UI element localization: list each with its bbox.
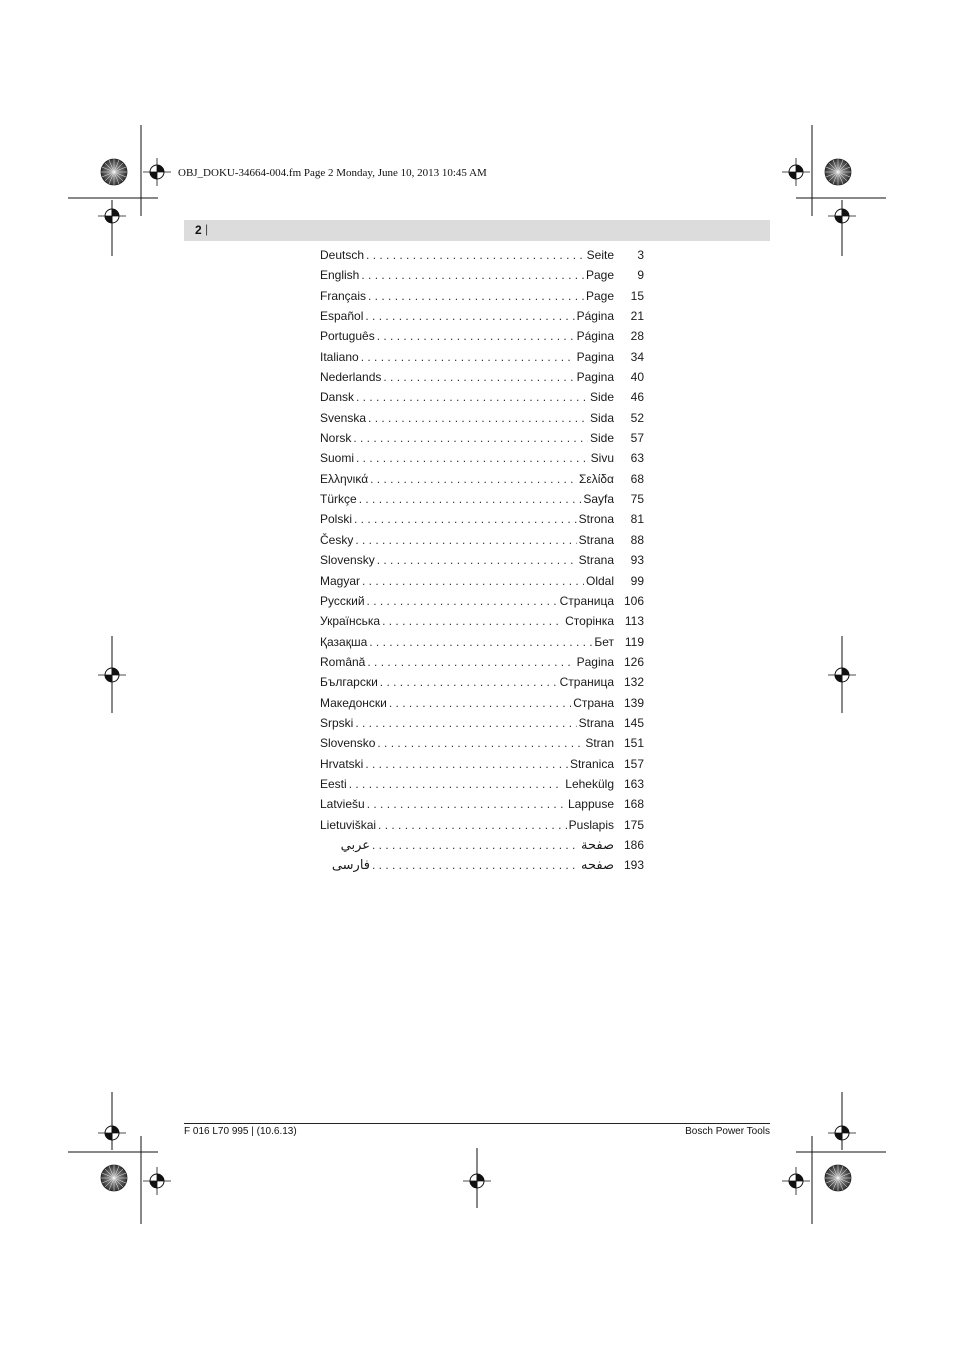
toc-dot-leader	[372, 835, 579, 855]
toc-entry[interactable]	[320, 428, 644, 448]
toc-dot-leader	[377, 550, 577, 570]
toc-entry[interactable]	[320, 571, 644, 591]
toc-leader	[320, 509, 614, 529]
toc-language: Srpski	[320, 715, 354, 730]
toc-leader	[320, 672, 614, 692]
toc-language: Nederlands	[320, 370, 382, 385]
toc-language: English	[320, 268, 360, 283]
toc-language: Español	[320, 309, 364, 324]
toc-dot-leader	[361, 347, 575, 367]
toc-dot-leader	[355, 713, 576, 733]
toc-language: Slovensky	[320, 553, 375, 568]
toc-language: Hrvatski	[320, 756, 364, 771]
toc-dot-leader	[380, 672, 558, 692]
toc-dot-leader	[367, 652, 574, 672]
toc-leader	[320, 347, 614, 367]
toc-leader	[320, 815, 614, 835]
toc-entry[interactable]	[320, 611, 644, 631]
toc-page-number: 113	[624, 614, 644, 629]
table-of-contents	[320, 245, 644, 876]
toc-entry[interactable]	[320, 367, 644, 387]
toc-language: Lietuviškai	[320, 817, 377, 832]
footer-doc-code: F 016 L70 995 | (10.6.13)	[184, 1126, 297, 1137]
toc-entry[interactable]	[320, 347, 644, 367]
toc-language: Ελληνικά	[320, 471, 369, 486]
toc-leader	[320, 326, 614, 346]
toc-language: Қазақша	[320, 634, 368, 649]
toc-page-number: 186	[623, 837, 644, 852]
toc-language: Dansk	[320, 390, 355, 405]
toc-page-number: 75	[630, 492, 644, 507]
toc-dot-leader	[389, 693, 571, 713]
toc-leader	[320, 306, 614, 326]
toc-page-number: 151	[623, 736, 644, 751]
toc-page-word: Stran	[585, 736, 614, 751]
toc-page-word: Страница	[559, 593, 614, 608]
toc-page-word: Puslapis	[568, 817, 614, 832]
toc-page-number: 88	[630, 532, 644, 547]
toc-page-word: Бет	[594, 634, 614, 649]
toc-dot-leader	[366, 245, 585, 265]
toc-language: Português	[320, 329, 375, 344]
footer-brand: Bosch Power Tools	[685, 1126, 770, 1137]
toc-entry[interactable]	[320, 530, 644, 550]
toc-entry[interactable]	[320, 815, 644, 835]
toc-page-number: 193	[623, 858, 644, 873]
toc-page-word: Сторінка	[565, 614, 614, 629]
toc-dot-leader	[362, 571, 584, 591]
toc-leader	[320, 713, 614, 733]
toc-leader	[320, 591, 614, 611]
toc-entry[interactable]	[320, 713, 644, 733]
toc-language: Українська	[320, 614, 381, 629]
toc-leader	[320, 571, 614, 591]
toc-entry[interactable]	[320, 326, 644, 346]
toc-page-number: 52	[630, 410, 644, 425]
toc-page-number: 63	[630, 451, 644, 466]
toc-leader	[320, 448, 614, 468]
toc-dot-leader	[361, 265, 584, 285]
toc-page-word: Side	[589, 390, 614, 405]
toc-leader	[320, 611, 614, 631]
toc-dot-leader	[367, 591, 558, 611]
toc-language: Eesti	[320, 776, 347, 791]
toc-entry[interactable]	[320, 632, 644, 652]
toc-entry[interactable]	[320, 469, 644, 489]
toc-page-word: Strona	[578, 512, 614, 527]
toc-entry[interactable]	[320, 754, 644, 774]
toc-language: Italiano	[320, 349, 359, 364]
toc-page-number: 163	[623, 776, 644, 791]
toc-page-word: Page	[585, 268, 614, 283]
toc-page-number: 9	[637, 268, 644, 283]
toc-language: Česky	[320, 532, 354, 547]
toc-leader	[320, 835, 614, 855]
toc-entry[interactable]	[320, 489, 644, 509]
toc-page-word: Sivu	[590, 451, 614, 466]
toc-entry[interactable]	[320, 733, 644, 753]
toc-page-number: 3	[637, 248, 644, 262]
toc-page-number: 15	[630, 288, 644, 303]
toc-page-word: Страница	[559, 675, 614, 690]
toc-language: Svenska	[320, 410, 367, 425]
toc-page-word: Strana	[578, 553, 614, 568]
toc-page-word: Страна	[573, 695, 614, 710]
toc-language: Slovensko	[320, 736, 376, 751]
toc-page-word: صفحه	[581, 857, 614, 873]
toc-entry[interactable]	[320, 774, 644, 794]
toc-page-word: Strana	[578, 715, 614, 730]
toc-dot-leader	[356, 387, 588, 407]
toc-page-number: 175	[623, 817, 644, 832]
toc-language: Română	[320, 654, 366, 669]
toc-dot-leader	[349, 774, 564, 794]
toc-page-word: Pagina	[576, 370, 614, 385]
toc-dot-leader	[378, 815, 567, 835]
toc-leader	[320, 855, 614, 875]
toc-page-number: 68	[630, 471, 644, 486]
toc-language: Français	[320, 288, 367, 303]
toc-entry[interactable]	[320, 855, 644, 875]
toc-entry[interactable]	[320, 448, 644, 468]
toc-leader	[320, 367, 614, 387]
toc-page-number: 34	[630, 349, 644, 364]
toc-page-word: Seite	[586, 248, 614, 262]
toc-page-number: 126	[623, 654, 644, 669]
toc-entry[interactable]	[320, 550, 644, 570]
toc-language: Türkçe	[320, 492, 357, 507]
toc-dot-leader	[368, 408, 588, 428]
toc-page-word: Page	[585, 288, 614, 303]
toc-entry[interactable]	[320, 693, 644, 713]
footer-rule	[184, 1123, 770, 1124]
toc-language: Norsk	[320, 431, 352, 446]
toc-page-number: 99	[630, 573, 644, 588]
toc-dot-leader	[367, 794, 566, 814]
toc-leader	[320, 408, 614, 428]
toc-entry[interactable]	[320, 835, 644, 855]
toc-dot-leader	[370, 469, 577, 489]
toc-dot-leader	[369, 632, 592, 652]
toc-leader	[320, 489, 614, 509]
header-separator: |	[205, 222, 209, 236]
toc-entry[interactable]	[320, 652, 644, 672]
print-slug: OBJ_DOKU-34664-004.fm Page 2 Monday, June 10, 2013 10:45 AM	[178, 167, 487, 179]
toc-page-word: Página	[576, 329, 614, 344]
toc-page-number: 157	[623, 756, 644, 771]
toc-language: عربي	[340, 836, 370, 852]
toc-dot-leader	[353, 428, 588, 448]
toc-leader	[320, 794, 614, 814]
toc-dot-leader	[355, 530, 576, 550]
toc-language: Deutsch	[320, 248, 365, 262]
toc-language: Русский	[320, 593, 365, 608]
toc-leader	[320, 469, 614, 489]
toc-leader	[320, 754, 614, 774]
toc-leader	[320, 550, 614, 570]
toc-dot-leader	[365, 754, 568, 774]
toc-page-number: 106	[623, 593, 644, 608]
toc-entry[interactable]	[320, 306, 644, 326]
toc-leader	[320, 530, 614, 550]
toc-page-word: Side	[589, 431, 614, 446]
toc-leader	[320, 265, 614, 285]
toc-language: Magyar	[320, 573, 361, 588]
toc-page-number: 81	[630, 512, 644, 527]
toc-dot-leader	[377, 733, 583, 753]
toc-entry[interactable]	[320, 286, 644, 306]
toc-entry[interactable]	[320, 672, 644, 692]
toc-page-word: Stranica	[569, 756, 614, 771]
toc-dot-leader	[359, 489, 582, 509]
toc-leader	[320, 387, 614, 407]
toc-language: فارسی	[331, 857, 370, 873]
toc-page-word: Strana	[578, 532, 614, 547]
toc-dot-leader	[383, 367, 574, 387]
toc-entry[interactable]	[320, 794, 644, 814]
toc-page-word: Pagina	[576, 349, 614, 364]
toc-page-word: Lappuse	[567, 797, 614, 812]
toc-language: Latviešu	[320, 797, 365, 812]
toc-page-number: 21	[630, 309, 644, 324]
toc-page-number: 46	[630, 390, 644, 405]
toc-page-word: Lehekülg	[565, 776, 614, 791]
toc-page-number: 93	[630, 553, 644, 568]
toc-page-number: 119	[624, 634, 644, 649]
toc-page-number: 28	[630, 329, 644, 344]
toc-entry[interactable]	[320, 387, 644, 407]
toc-page-word: Sayfa	[583, 492, 614, 507]
toc-language: Български	[320, 675, 378, 690]
toc-page-number: 57	[630, 431, 644, 446]
toc-page-word: Oldal	[585, 573, 614, 588]
toc-dot-leader	[356, 448, 589, 468]
toc-leader	[320, 733, 614, 753]
toc-page-number: 40	[630, 370, 644, 385]
toc-dot-leader	[372, 855, 579, 875]
toc-entry[interactable]	[320, 408, 644, 428]
page-header-bar	[184, 220, 770, 241]
toc-dot-leader	[368, 286, 584, 306]
toc-leader	[320, 693, 614, 713]
toc-page-number: 168	[623, 797, 644, 812]
toc-entry[interactable]	[320, 509, 644, 529]
toc-dot-leader	[377, 326, 575, 346]
toc-page-word: Σελίδα	[578, 471, 614, 486]
toc-entry[interactable]	[320, 265, 644, 285]
toc-page-word: Pagina	[576, 654, 614, 669]
toc-page-number: 145	[623, 715, 644, 730]
toc-leader	[320, 632, 614, 652]
toc-page-number: 132	[623, 675, 644, 690]
page-number: 2	[195, 223, 202, 237]
toc-entry[interactable]	[320, 245, 644, 265]
toc-leader	[320, 286, 614, 306]
toc-page-word: صفحة	[581, 836, 614, 852]
toc-page-word: Página	[576, 309, 614, 324]
toc-page-word: Sida	[589, 410, 614, 425]
toc-language: Polski	[320, 512, 353, 527]
toc-leader	[320, 774, 614, 794]
toc-leader	[320, 428, 614, 448]
toc-page-number: 139	[623, 695, 644, 710]
toc-dot-leader	[365, 306, 574, 326]
toc-dot-leader	[382, 611, 563, 631]
toc-leader	[320, 245, 614, 265]
toc-language: Македонски	[320, 695, 387, 710]
toc-entry[interactable]	[320, 591, 644, 611]
toc-leader	[320, 652, 614, 672]
toc-language: Suomi	[320, 451, 355, 466]
toc-dot-leader	[354, 509, 577, 529]
